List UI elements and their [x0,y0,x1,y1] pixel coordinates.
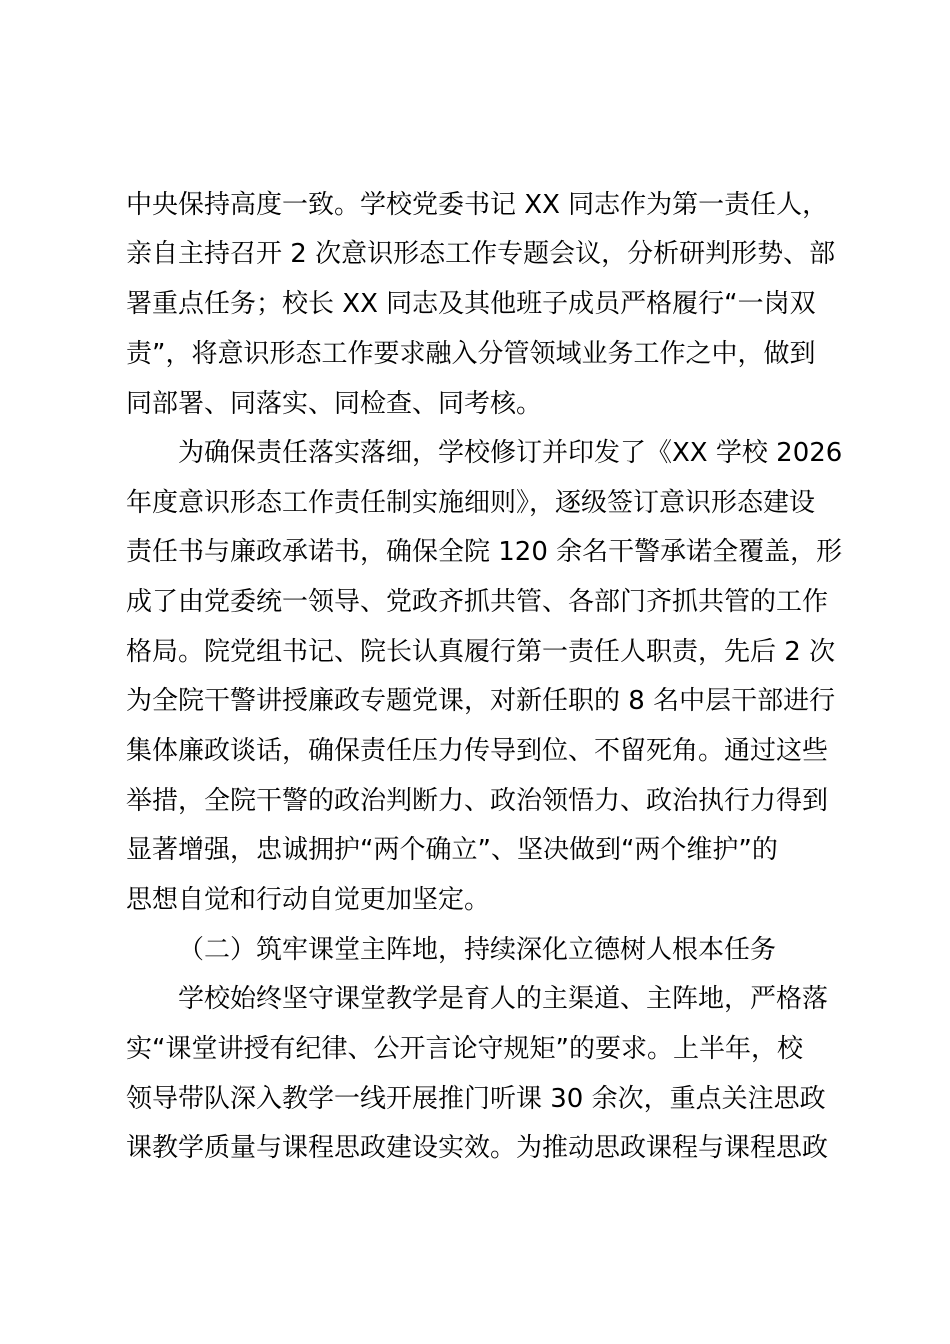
text-line: 集体廉政谈话，确保责任压力传导到位、不留死角。通过这些 [126,736,829,766]
text-line: 格局。院党组书记、院长认真履行第一责任人职责，先后 2 次 [126,637,836,667]
text-line: 显著增强，忠诚拥护“两个确立”、坚决做到“两个维护”的 [126,835,778,865]
text-line: 为全院干警讲授廉政专题党课，对新任职的 8 名中层干部进行 [126,686,836,716]
text-line: 责任书与廉政承诺书，确保全院 120 余名干警承诺全覆盖，形 [126,537,843,567]
paragraph-first-line: 为确保责任落实落细，学校修订并印发了《XX 学校 2026 [178,438,843,468]
text-line: 年度意识形态工作责任制实施细则》，逐级签订意识形态建设 [126,488,816,518]
text-line: 举措，全院干警的政治判断力、政治领悟力、政治执行力得到 [126,786,829,816]
text-line: 责”，将意识形态工作要求融入分管领域业务工作之中，做到 [126,339,816,369]
text-line: 领导带队深入教学一线开展推门听课 30 余次，重点关注思政 [126,1084,826,1114]
text-line: 中央保持高度一致。学校党委书记 XX 同志作为第一责任人， [126,190,829,220]
text-line: 实“课堂讲授有纪律、公开言论守规矩”的要求。上半年，校 [126,1034,803,1064]
text-line: 同部署、同落实、同检查、同考核。 [126,389,543,419]
section-heading: （二）筑牢课堂主阵地，持续深化立德树人根本任务 [178,935,777,965]
text-line: 亲自主持召开 2 次意识形态工作专题会议，分析研判形势、部 [126,239,836,269]
text-line: 思想自觉和行动自觉更加坚定。 [126,885,491,915]
text-line: 署重点任务；校长 XX 同志及其他班子成员严格履行“一岗双 [126,289,816,319]
text-line: 成了由党委统一领导、党政齐抓共管、各部门齐抓共管的工作 [126,587,829,617]
text-line: 课教学质量与课程思政建设实效。为推动思政课程与课程思政 [126,1133,829,1163]
paragraph-first-line: 学校始终坚守课堂教学是育人的主渠道、主阵地，严格落 [178,984,829,1014]
